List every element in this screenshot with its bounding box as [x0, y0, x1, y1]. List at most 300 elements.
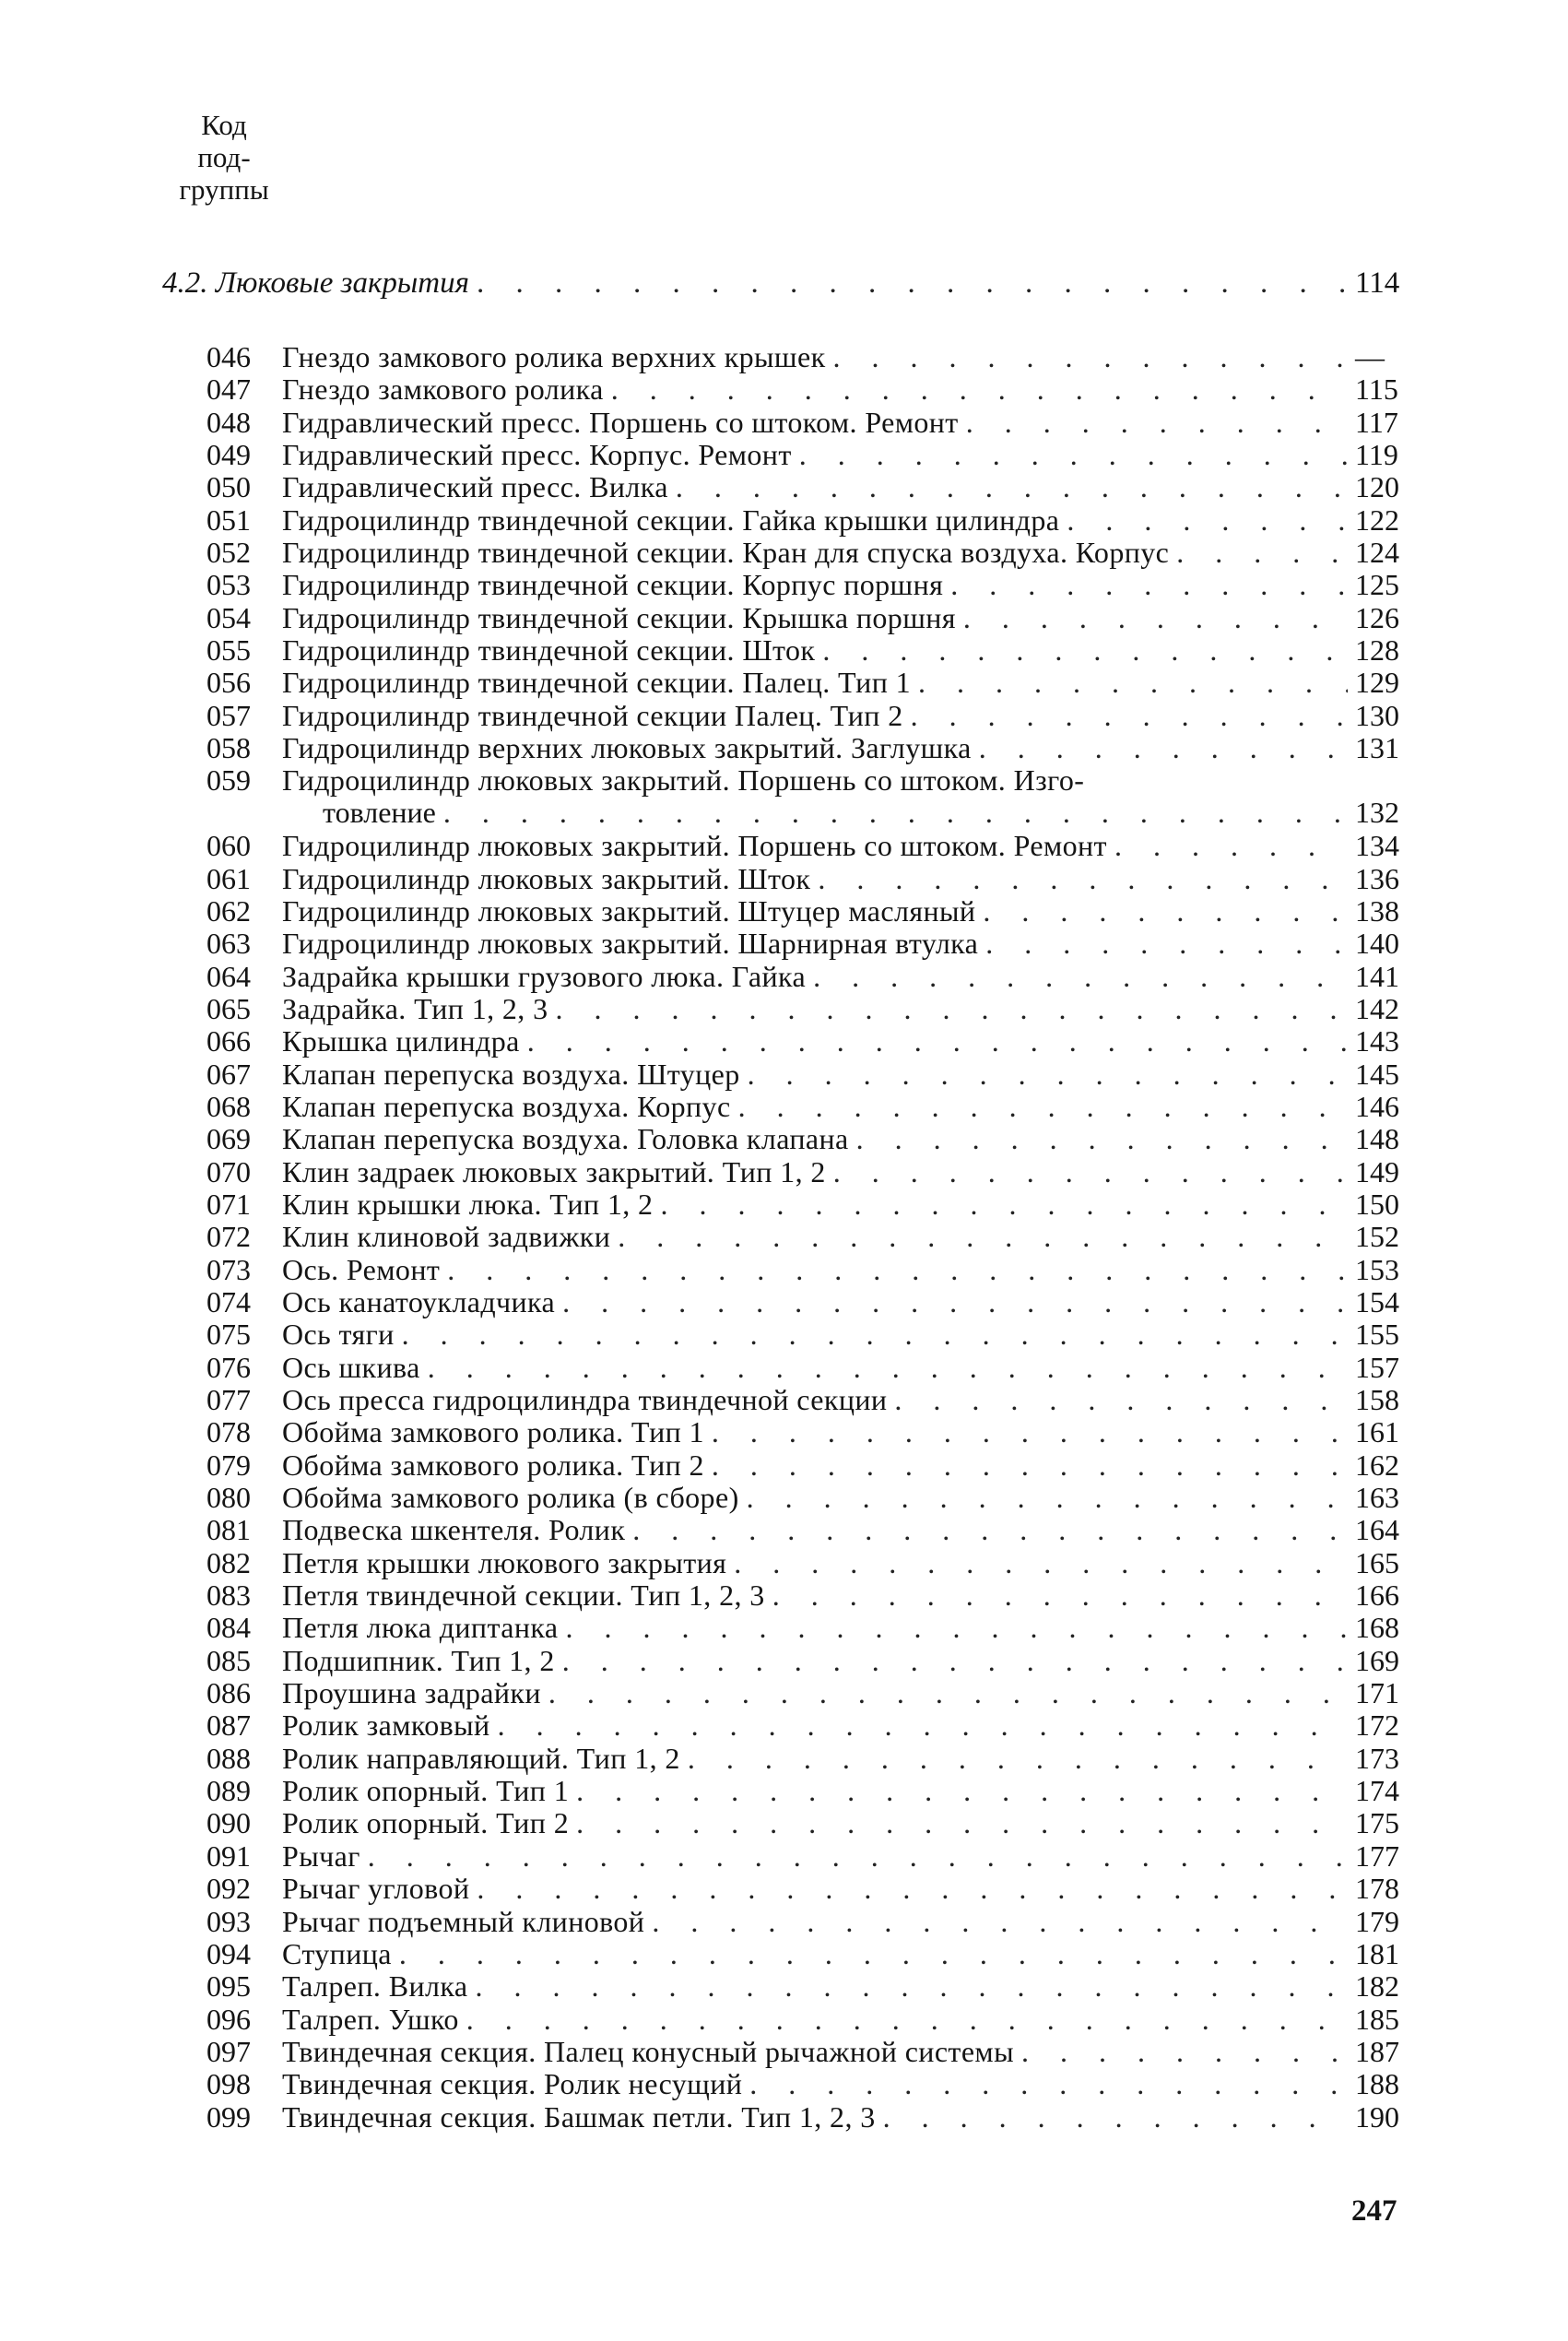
leader-dots [918, 667, 1348, 699]
entry-text [282, 471, 1416, 503]
subgroup-code: 089 [206, 1774, 251, 1808]
entry-page: 136 [1355, 861, 1399, 895]
entry-page: 157 [1355, 1350, 1399, 1384]
entry-page: 190 [1355, 2099, 1399, 2134]
leader-dots [963, 602, 1348, 634]
subgroup-code: 047 [206, 372, 251, 407]
leader-dots [883, 2101, 1348, 2134]
subgroup-code: 052 [206, 536, 251, 570]
entry-page: 182 [1355, 1969, 1399, 2004]
entry-page: 168 [1355, 1611, 1399, 1645]
subgroup-code: 085 [206, 1643, 251, 1677]
entry-page: 120 [1355, 470, 1399, 504]
entry-wrapped-text [282, 764, 1416, 829]
leader-dots [966, 407, 1348, 439]
entry-page: 177 [1355, 1839, 1399, 1873]
toc-row [175, 1970, 1416, 2003]
subgroup-code: 057 [206, 698, 251, 732]
toc-row [175, 1807, 1416, 1839]
entry-text [282, 993, 1416, 1025]
entry-text [282, 2101, 1416, 2134]
toc-row [175, 2004, 1416, 2036]
entry-title: Твиндечная секция. Ролик несущий [282, 2067, 743, 2101]
toc-row [175, 732, 1416, 764]
subgroup-code: 068 [206, 1089, 251, 1123]
entry-title: Крышка цилиндра [282, 1024, 520, 1058]
entry-page: 131 [1355, 731, 1399, 765]
leader-dots [402, 1318, 1348, 1351]
entry-title: Подвеска шкентеля. Ролик [282, 1513, 626, 1547]
entry-text [282, 1318, 1416, 1351]
entry-title: Подшипник. Тип 1, 2 [282, 1643, 555, 1677]
entry-text [282, 2004, 1416, 2036]
subgroup-code: 098 [206, 2067, 251, 2101]
subgroup-code: 050 [206, 470, 251, 504]
entry-page: 142 [1355, 991, 1399, 1025]
entry-title: Ось шкива [282, 1350, 420, 1384]
entry-text [282, 1612, 1416, 1644]
entry-page: 174 [1355, 1774, 1399, 1808]
leader-dots [466, 2004, 1348, 2036]
toc-row [175, 1579, 1416, 1612]
entry-title: Проушина задрайки [282, 1676, 541, 1710]
entry-page: 143 [1355, 1024, 1399, 1058]
toc-row [175, 1352, 1416, 1384]
subgroup-code: 099 [206, 2099, 251, 2134]
entry-text [282, 1514, 1416, 1546]
toc-row [175, 1840, 1416, 1873]
leader-dots [399, 1938, 1348, 1970]
entry-text [282, 1645, 1416, 1677]
leader-dots [548, 1677, 1348, 1709]
entry-text [282, 1906, 1416, 1938]
entry-page: 161 [1355, 1415, 1399, 1449]
entry-text [282, 2036, 1416, 2068]
toc-row [175, 341, 1416, 373]
entry-text [282, 1091, 1416, 1123]
leader-dots [856, 1123, 1348, 1155]
entry-text [282, 895, 1416, 928]
entry-title: Ролик опорный. Тип 2 [282, 1806, 570, 1840]
entry-text [282, 1254, 1416, 1286]
entry-title: Ролик направляющий. Тип 1, 2 [282, 1741, 680, 1775]
subgroup-code: 091 [206, 1839, 251, 1873]
entry-page: 150 [1355, 1187, 1399, 1221]
entry-title: Гидроцилиндр твиндечной секции. Палец. Тип 1 [282, 666, 912, 700]
leader-dots [833, 341, 1348, 373]
section-page: 114 [1355, 266, 1400, 300]
toc-row [175, 1547, 1416, 1579]
toc-row [175, 993, 1416, 1025]
leader-dots [498, 1709, 1348, 1742]
header-line-1: Код [201, 109, 247, 141]
leader-dots [911, 700, 1348, 732]
leader-dots [822, 634, 1348, 667]
entry-page: 187 [1355, 2034, 1399, 2068]
toc-row [175, 504, 1416, 537]
entry-page: 125 [1355, 568, 1399, 602]
entry-page: 169 [1355, 1643, 1399, 1677]
toc-row [175, 1254, 1416, 1286]
entry-page: 126 [1355, 600, 1399, 634]
subgroup-code: 065 [206, 991, 251, 1025]
entry-title: Ось пресса гидроцилиндра твиндечной секции [282, 1383, 888, 1416]
entry-title: Ролик замковый [282, 1708, 490, 1743]
entry-text [282, 1775, 1416, 1807]
code-column-header [173, 109, 275, 206]
entry-page: 145 [1355, 1057, 1399, 1091]
toc-row [175, 537, 1416, 569]
entry-page: 155 [1355, 1318, 1399, 1352]
entry-page: 115 [1355, 372, 1398, 407]
entry-title: Клапан перепуска воздуха. Головка клапана [282, 1122, 849, 1156]
leader-dots [688, 1743, 1348, 1775]
entry-title-line-2: товление [323, 796, 436, 830]
entry-page: 117 [1355, 405, 1398, 439]
subgroup-code: 083 [206, 1578, 251, 1613]
leader-dots [562, 1286, 1348, 1318]
toc-row [175, 1449, 1416, 1482]
entry-title: Гидравлический пресс. Поршень со штоком. Ремонт [282, 405, 959, 439]
entry-title: Гнездо замкового ролика [282, 372, 604, 407]
subgroup-code: 061 [206, 861, 251, 895]
entry-text [282, 1449, 1416, 1482]
toc-row [175, 1482, 1416, 1514]
subgroup-code: 058 [206, 731, 251, 765]
subgroup-code: 064 [206, 959, 251, 993]
header-line-3: группы [179, 173, 269, 206]
entry-page: 138 [1355, 893, 1399, 928]
entry-page: 158 [1355, 1383, 1399, 1416]
leader-dots [799, 439, 1348, 471]
leader-dots [562, 1645, 1348, 1677]
subgroup-code: 082 [206, 1545, 251, 1579]
entry-text [282, 1840, 1416, 1873]
subgroup-code: 070 [206, 1154, 251, 1188]
entry-text [282, 1058, 1416, 1091]
subgroup-code: 088 [206, 1741, 251, 1775]
toc-row [175, 1514, 1416, 1546]
leader-dots [894, 1384, 1348, 1416]
entry-title: Гидравлический пресс. Вилка [282, 470, 668, 504]
leader-dots [660, 1188, 1348, 1221]
entry-title: Талреп. Вилка [282, 1969, 468, 2004]
entry-page: — [1355, 340, 1385, 373]
subgroup-code: 069 [206, 1122, 251, 1156]
toc-row [175, 439, 1416, 471]
leader-dots [565, 1612, 1348, 1644]
entry-text [282, 1384, 1416, 1416]
toc-row [175, 1384, 1416, 1416]
toc-row [175, 1123, 1416, 1155]
entry-page: 119 [1355, 438, 1398, 472]
subgroup-code: 097 [206, 2034, 251, 2068]
subgroup-code: 093 [206, 1904, 251, 1938]
subgroup-code: 053 [206, 568, 251, 602]
entry-title: Клин крышки люка. Тип 1, 2 [282, 1187, 654, 1221]
leader-dots [576, 1807, 1348, 1839]
entry-page: 128 [1355, 633, 1399, 668]
toc-entries [175, 341, 1416, 2134]
entry-text [282, 1188, 1416, 1221]
subgroup-code: 046 [206, 340, 251, 373]
leader-dots [747, 1482, 1348, 1514]
entry-title: Обойма замкового ролика. Тип 2 [282, 1448, 704, 1482]
entry-title: Гидроцилиндр твиндечной секции. Крышка поршня [282, 600, 956, 634]
entry-page: 149 [1355, 1154, 1399, 1188]
entry-page: 179 [1355, 1904, 1399, 1938]
entry-title: Рычаг угловой [282, 1872, 470, 1906]
subgroup-code: 063 [206, 927, 251, 961]
toc-row [175, 2036, 1416, 2068]
toc-row [175, 928, 1416, 960]
entry-text [282, 700, 1416, 732]
entry-text [282, 504, 1416, 537]
entry-text [282, 1286, 1416, 1318]
entry-page: 175 [1355, 1806, 1399, 1840]
toc-row [175, 1709, 1416, 1742]
entry-title-continuation [282, 797, 1416, 829]
entry-text [282, 1579, 1416, 1612]
entry-title: Гидроцилиндр твиндечной секции Палец. Тип 2 [282, 698, 903, 732]
leader-dots [477, 1873, 1348, 1905]
subgroup-code: 076 [206, 1350, 251, 1384]
entry-page: 132 [1355, 796, 1399, 830]
entry-text [282, 1025, 1416, 1058]
leader-dots [368, 1840, 1348, 1873]
entry-page: 162 [1355, 1448, 1399, 1482]
subgroup-code: 067 [206, 1057, 251, 1091]
toc-row [175, 1612, 1416, 1644]
subgroup-code: 048 [206, 405, 251, 439]
entry-page: 164 [1355, 1513, 1399, 1547]
leader-dots [527, 1025, 1348, 1058]
entry-page: 181 [1355, 1936, 1399, 1970]
entry-title: Задрайка. Тип 1, 2, 3 [282, 991, 548, 1025]
leader-dots [772, 1579, 1348, 1612]
toc-row [175, 764, 1416, 830]
entry-title: Гидроцилиндр люковых закрытий. Штуцер масляный [282, 893, 976, 928]
toc-row [175, 863, 1416, 895]
entry-page: 154 [1355, 1284, 1399, 1318]
entry-title: Петля крышки люкового закрытия [282, 1545, 727, 1579]
leader-dots [443, 797, 1348, 829]
entry-title: Ось канатоукладчика [282, 1284, 556, 1318]
toc-row [175, 569, 1416, 601]
toc-row [175, 1318, 1416, 1351]
entry-text [282, 1123, 1416, 1155]
entry-page: 185 [1355, 2002, 1399, 2036]
entry-page: 152 [1355, 1220, 1399, 1254]
leader-dots [734, 1547, 1348, 1579]
subgroup-code: 059 [206, 763, 251, 798]
section-heading [162, 265, 1416, 301]
entry-page: 173 [1355, 1741, 1399, 1775]
entry-text [282, 407, 1416, 439]
subgroup-code: 051 [206, 502, 251, 537]
toc-row [175, 1873, 1416, 1905]
entry-text [282, 537, 1416, 569]
entry-title: Гидроцилиндр люковых закрытий. Поршень со штоком. Изго- [282, 763, 1085, 798]
leader-dots [556, 993, 1348, 1025]
entry-title: Твиндечная секция. Башмак петли. Тип 1, 2, 3 [282, 2099, 876, 2134]
toc-row [175, 1775, 1416, 1807]
entry-text [282, 1416, 1416, 1448]
entry-page: 178 [1355, 1872, 1399, 1906]
leader-dots [738, 1091, 1348, 1123]
subgroup-code: 086 [206, 1676, 251, 1710]
leader-dots [950, 569, 1348, 601]
toc-row [175, 2101, 1416, 2134]
entry-text [282, 373, 1416, 406]
entry-text [282, 830, 1416, 862]
leader-dots [712, 1449, 1348, 1482]
entry-page: 153 [1355, 1252, 1399, 1286]
entry-page: 134 [1355, 829, 1399, 863]
subgroup-code: 077 [206, 1383, 251, 1416]
subgroup-code: 055 [206, 633, 251, 668]
toc-row [175, 407, 1416, 439]
leader-dots [676, 471, 1348, 503]
entry-page: 146 [1355, 1089, 1399, 1123]
subgroup-code: 092 [206, 1872, 251, 1906]
entry-title: Гидроцилиндр твиндечной секции. Кран для спуска воздуха. Корпус [282, 536, 1170, 570]
leader-dots [632, 1514, 1348, 1546]
header-line-2: под- [197, 141, 251, 173]
entry-title: Петля люка диптанка [282, 1611, 559, 1645]
entry-text [282, 732, 1416, 764]
toc-row [175, 373, 1416, 406]
entry-page: 122 [1355, 502, 1399, 537]
leader-dots [475, 1970, 1348, 2003]
section-title: 4.2. Люковые закрытия [162, 266, 469, 300]
leader-dots [818, 863, 1348, 895]
subgroup-code: 071 [206, 1187, 251, 1221]
entry-page: 130 [1355, 698, 1399, 732]
entry-text [282, 1873, 1416, 1905]
entry-title: Талреп. Ушко [282, 2002, 459, 2036]
entry-page: 188 [1355, 2067, 1399, 2101]
entry-text [282, 439, 1416, 471]
toc-row [175, 1906, 1416, 1938]
toc-row [175, 1677, 1416, 1709]
entry-title: Задрайка крышки грузового люка. Гайка [282, 959, 807, 993]
entry-title: Клапан перепуска воздуха. Штуцер [282, 1057, 740, 1091]
subgroup-code: 056 [206, 666, 251, 700]
entry-page: 124 [1355, 536, 1399, 570]
entry-title: Клин клиновой задвижки [282, 1220, 611, 1254]
entry-title: Петля твиндечной секции. Тип 1, 2, 3 [282, 1578, 765, 1613]
entry-title: Клин задраек люковых закрытий. Тип 1, 2 [282, 1154, 826, 1188]
subgroup-code: 060 [206, 829, 251, 863]
toc-row [175, 634, 1416, 667]
entry-text [282, 1221, 1416, 1253]
entry-text [282, 1970, 1416, 2003]
toc-row [175, 1286, 1416, 1318]
toc-row [175, 602, 1416, 634]
entry-title: Ролик опорный. Тип 1 [282, 1774, 570, 1808]
leader-dots [447, 1254, 1348, 1286]
leader-dots [576, 1775, 1348, 1807]
subgroup-code: 090 [206, 1806, 251, 1840]
leader-dots [1176, 537, 1348, 569]
entry-title: Гнездо замкового ролика верхних крышек [282, 340, 826, 373]
subgroup-code: 078 [206, 1415, 251, 1449]
toc-row [175, 1025, 1416, 1058]
page-number: 247 [1351, 2194, 1397, 2228]
leader-dots [985, 928, 1348, 960]
toc-row [175, 1156, 1416, 1188]
leader-dots [652, 1906, 1348, 1938]
leader-dots [813, 961, 1348, 993]
entry-title: Обойма замкового ролика (в сборе) [282, 1481, 739, 1515]
entry-title: Гидроцилиндр люковых закрытий. Поршень со штоком. Ремонт [282, 829, 1107, 863]
subgroup-code: 081 [206, 1513, 251, 1547]
entry-title: Рычаг подъемный клиновой [282, 1904, 645, 1938]
entry-title: Гидроцилиндр люковых закрытий. Шток [282, 861, 811, 895]
subgroup-code: 094 [206, 1936, 251, 1970]
entry-page: 129 [1355, 666, 1399, 700]
subgroup-code: 073 [206, 1252, 251, 1286]
entry-text [282, 1743, 1416, 1775]
subgroup-code: 087 [206, 1708, 251, 1743]
entry-page: 165 [1355, 1545, 1399, 1579]
entry-title: Гидроцилиндр люковых закрытий. Шарнирная втулка [282, 927, 979, 961]
entry-text [282, 1807, 1416, 1839]
toc-row [175, 1416, 1416, 1448]
entry-text [282, 2068, 1416, 2100]
entry-text [282, 1677, 1416, 1709]
leader-dots [749, 2068, 1348, 2100]
leader-dots [748, 1058, 1348, 1091]
leader-dots [712, 1416, 1348, 1448]
leader-dots [983, 895, 1348, 928]
entry-title: Гидроцилиндр верхних люковых закрытий. Заглушка [282, 731, 972, 765]
entry-text [282, 863, 1416, 895]
entry-title: Клапан перепуска воздуха. Корпус [282, 1089, 731, 1123]
entry-title: Обойма замкового ролика. Тип 1 [282, 1415, 704, 1449]
entry-title: Гидравлический пресс. Корпус. Ремонт [282, 438, 792, 472]
leader-dots [611, 373, 1348, 406]
entry-text [282, 667, 1416, 699]
entry-text [282, 961, 1416, 993]
entry-title: Ось тяги [282, 1318, 395, 1352]
entry-title: Рычаг [282, 1839, 360, 1873]
entry-title: Ось. Ремонт [282, 1252, 441, 1286]
leader-dots [1067, 504, 1348, 537]
toc-row [175, 1188, 1416, 1221]
entry-text [282, 569, 1416, 601]
toc-row [175, 1091, 1416, 1123]
subgroup-code: 074 [206, 1284, 251, 1318]
leader-dots [428, 1352, 1348, 1384]
leader-dots [477, 265, 1348, 301]
toc-row [175, 700, 1416, 732]
toc-row [175, 961, 1416, 993]
entry-title: Гидроцилиндр твиндечной секции. Гайка крышки цилиндра [282, 502, 1060, 537]
entry-text [282, 1709, 1416, 1742]
subgroup-code: 075 [206, 1318, 251, 1352]
entry-text [282, 341, 1416, 373]
toc-row [175, 830, 1416, 862]
toc-row [175, 667, 1416, 699]
entry-title: Ступица [282, 1936, 392, 1970]
leader-dots [618, 1221, 1348, 1253]
entry-page: 140 [1355, 927, 1399, 961]
subgroup-code: 072 [206, 1220, 251, 1254]
entry-text [282, 1938, 1416, 1970]
subgroup-code: 096 [206, 2002, 251, 2036]
